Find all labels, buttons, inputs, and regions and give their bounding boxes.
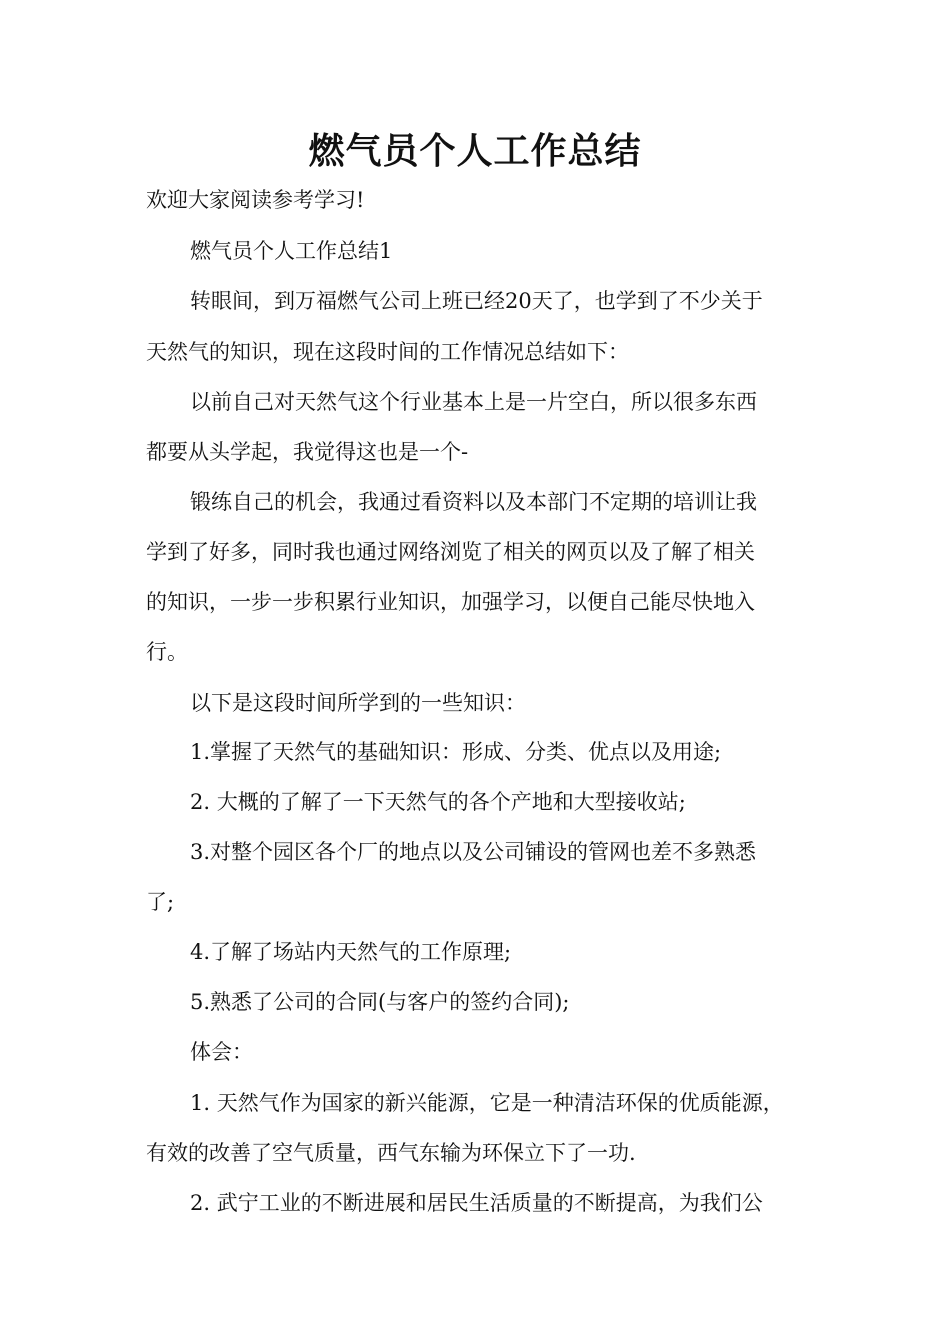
subheading: 体会： <box>190 1040 253 1064</box>
body-line: 行。 <box>146 640 188 664</box>
list-item: 5.熟悉了公司的合同(与客户的签约合同); <box>190 990 570 1014</box>
list-item: 2. 大概的了解了一下天然气的各个产地和大型接收站; <box>190 790 686 814</box>
list-item-continuation: 了; <box>146 890 175 914</box>
body-line: 以下是这段时间所学到的一些知识： <box>190 691 526 715</box>
section-heading: 燃气员个人工作总结1 <box>190 239 393 263</box>
list-item-continuation: 有效的改善了空气质量，西气东输为环保立下了一功. <box>146 1141 636 1165</box>
list-item: 1. 天然气作为国家的新兴能源，它是一种清洁环保的优质能源， <box>190 1091 784 1115</box>
body-line: 天然气的知识，现在这段时间的工作情况总结如下： <box>146 340 629 364</box>
body-line: 学到了好多，同时我也通过网络浏览了相关的网页以及了解了相关 <box>146 540 755 564</box>
list-item: 4.了解了场站内天然气的工作原理; <box>190 940 512 964</box>
body-line: 锻练自己的机会，我通过看资料以及本部门不定期的培训让我 <box>190 490 757 514</box>
document-title: 燃气员个人工作总结 <box>308 131 642 172</box>
body-line: 转眼间，到万福燃气公司上班已经20天了，也学到了不少关于 <box>190 289 763 313</box>
intro-line: 欢迎大家阅读参考学习! <box>146 188 365 212</box>
list-item: 2. 武宁工业的不断进展和居民生活质量的不断提高，为我们公 <box>190 1191 763 1215</box>
body-line: 以前自己对天然气这个行业基本上是一片空白，所以很多东西 <box>190 390 757 414</box>
list-item: 1.掌握了天然气的基础知识：形成、分类、优点以及用途; <box>190 740 722 764</box>
body-line: 都要从头学起，我觉得这也是一个- <box>146 440 469 464</box>
body-line: 的知识，一步一步积累行业知识，加强学习，以便自己能尽快地入 <box>146 590 755 614</box>
list-item: 3.对整个园区各个厂的地点以及公司铺设的管网也差不多熟悉 <box>190 840 757 864</box>
